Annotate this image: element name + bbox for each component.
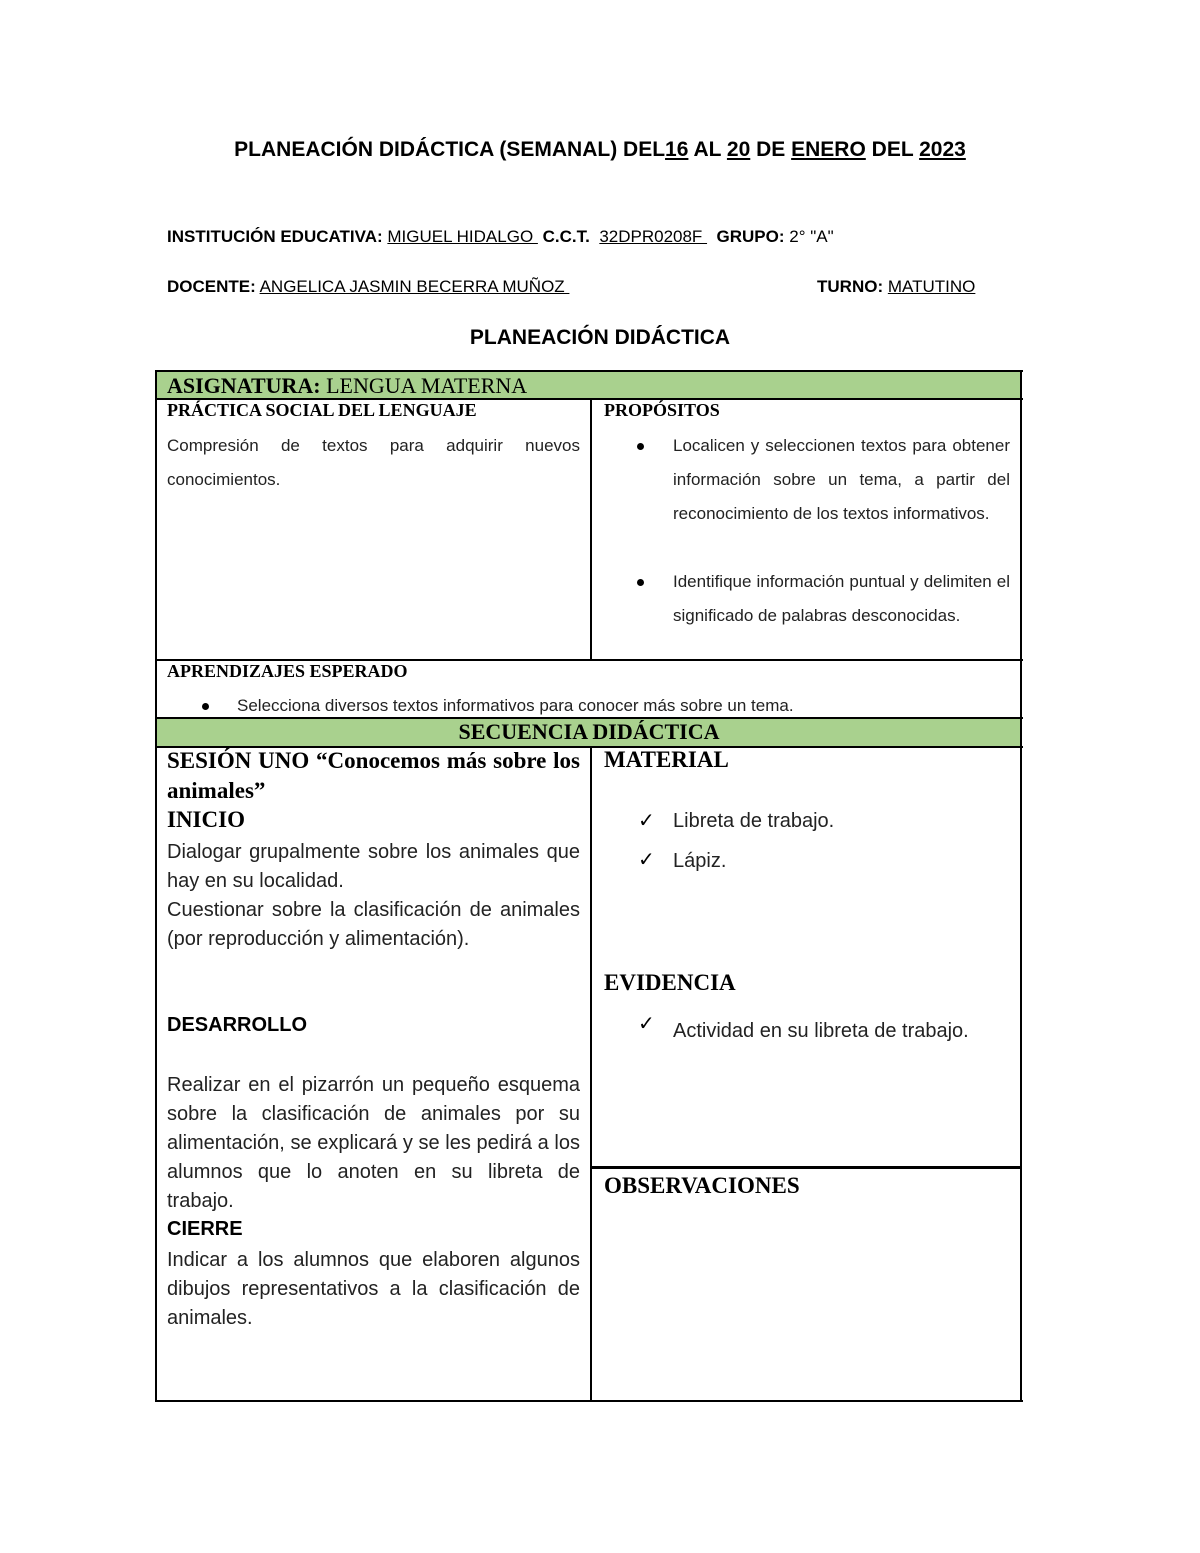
desarrollo-text: Realizar en el pizarrón un pequeño esquema sobre la clasificación de animales por su alimentación, se explicará y se les pedirá a los alumnos que lo anoten en su libreta de trabajo.: [167, 1074, 580, 1212]
bullet-icon: [637, 443, 644, 450]
table-border-bottom: [155, 1400, 1023, 1402]
material-item: Lápiz.: [673, 850, 727, 872]
inicio-heading: INICIO: [167, 807, 245, 832]
institucion-label: INSTITUCIÓN EDUCATIVA:: [167, 227, 383, 246]
year: 2023: [919, 138, 966, 161]
proposito-item: Localicen y seleccionen textos para obtener información sobre un tema, a partir del reconocimiento de los textos informativos.: [673, 436, 1010, 523]
turno-value: MATUTINO: [887, 277, 976, 296]
practica-text: Compresión de textos para adquirir nuevos conocimientos.: [167, 436, 580, 489]
docente-label: DOCENTE:: [167, 277, 256, 296]
check-icon: ✓: [638, 810, 655, 832]
cierre-heading: CIERRE: [167, 1218, 243, 1240]
aprendizaje-item: Selecciona diversos textos informativos para conocer más sobre un tema.: [237, 696, 794, 715]
grupo-value: 2° "A": [789, 227, 834, 246]
day-end: 20: [726, 138, 751, 161]
session-title: SESIÓN UNO “Conocemos más sobre los animales”: [167, 748, 580, 803]
cierre-text: Indicar a los alumnos que elaboren algunos dibujos representativos a la clasificación de animales.: [167, 1249, 580, 1329]
section-title: PLANEACIÓN DIDÁCTICA: [469, 326, 731, 349]
check-icon: ✓: [638, 1013, 655, 1035]
check-icon: ✓: [638, 849, 655, 871]
observaciones-heading: OBSERVACIONES: [604, 1173, 800, 1198]
desarrollo-heading: DESARROLLO: [167, 1014, 307, 1036]
material-item: Libreta de trabajo.: [673, 810, 835, 832]
info-turno: [817, 277, 975, 297]
proposito-item: Identifique información puntual y delimiten el significado de palabras desconocidas.: [673, 572, 1010, 625]
asignatura-label: ASIGNATURA:: [167, 373, 321, 398]
document-title: PLANEACIÓN DIDÁCTICA (SEMANAL) DEL16 AL 20 DE ENERO DEL 2023: [234, 138, 966, 161]
inicio-text-1: Dialogar grupalmente sobre los animales que hay en su localidad.: [167, 841, 580, 892]
info-row-institucion: [167, 227, 834, 247]
asignatura-heading: [167, 373, 527, 399]
inicio-text-2: Cuestionar sobre la clasificación de animales (por reproducción y alimentación).: [167, 899, 580, 950]
propositos-heading: PROPÓSITOS: [604, 400, 720, 420]
table-border-left: [155, 370, 157, 1402]
evidencia-heading: EVIDENCIA: [604, 970, 736, 995]
material-heading: MATERIAL: [604, 747, 729, 772]
cct-label: C.C.T.: [542, 227, 590, 246]
bullet-icon: [202, 703, 209, 710]
aprendizajes-heading: APRENDIZAJES ESPERADO: [167, 661, 408, 681]
table-divider: [590, 398, 592, 660]
bullet-icon: [637, 579, 644, 586]
month: ENERO: [791, 138, 866, 161]
practica-heading: PRÁCTICA SOCIAL DEL LENGUAJE: [167, 400, 477, 420]
day-start: 16: [665, 138, 689, 161]
asignatura-value: LENGUA MATERNA: [320, 373, 528, 398]
table-line: [592, 1166, 1020, 1169]
table-border-right: [1020, 370, 1022, 1402]
evidencia-item: Actividad en su libreta de trabajo.: [673, 1020, 969, 1042]
institucion-value: MIGUEL HIDALGO: [387, 227, 538, 246]
cct-value: 32DPR0208F: [599, 227, 708, 246]
info-row-docente: [167, 277, 569, 297]
docente-value: ANGELICA JASMIN BECERRA MUÑOZ: [259, 277, 570, 296]
grupo-label: GRUPO:: [716, 227, 785, 246]
table-border-top: [155, 370, 1023, 372]
turno-label: TURNO:: [817, 277, 884, 296]
table-divider: [590, 746, 592, 1401]
secuencia-heading: SECUENCIA DIDÁCTICA: [458, 719, 720, 744]
